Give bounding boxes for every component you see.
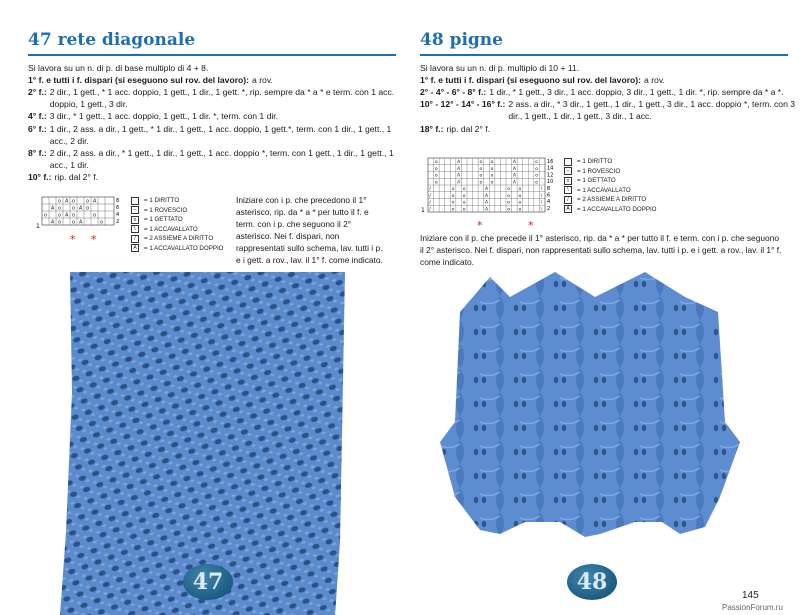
- svg-text:A: A: [485, 193, 489, 199]
- svg-text:A: A: [51, 205, 55, 212]
- chart-start-label: 1: [36, 223, 40, 230]
- svg-text:A: A: [79, 205, 83, 212]
- knitting-chart-47: [28, 193, 128, 245]
- row-label: 10: [547, 179, 554, 186]
- instruction-row: 18° f.: rip. dal 2° f.: [420, 123, 491, 134]
- pattern-48-column: [420, 0, 800, 135]
- slash-square-icon: /: [131, 235, 139, 243]
- svg-text:\: \: [540, 207, 543, 213]
- svg-text:o: o: [535, 180, 538, 186]
- caret-square-icon: A: [131, 244, 139, 252]
- svg-text:A: A: [65, 212, 69, 219]
- svg-text:o: o: [507, 200, 511, 206]
- asterisk-icon: *: [70, 233, 76, 245]
- swatch-photo-48: [400, 272, 800, 615]
- blank-square-icon: [131, 197, 139, 205]
- row-label: 2: [547, 205, 551, 212]
- svg-text:o: o: [434, 180, 438, 186]
- svg-text:o: o: [518, 207, 522, 213]
- row-label: 4: [116, 212, 120, 218]
- svg-text:\: \: [540, 187, 543, 193]
- title-rule: [28, 54, 396, 56]
- svg-text:o: o: [451, 207, 455, 213]
- svg-text:o: o: [93, 212, 97, 219]
- svg-text:A: A: [485, 187, 489, 193]
- blank-square-icon: [564, 158, 572, 166]
- svg-text:A: A: [485, 200, 489, 206]
- svg-text:\: \: [540, 193, 543, 199]
- dash-square-icon: –: [131, 206, 139, 214]
- svg-text:A: A: [51, 219, 55, 226]
- svg-text:A: A: [457, 166, 461, 172]
- chart-note-48: Iniziare con il p. che precede il 1° asterisco, rip. da * a * per tutto il f. e term. con i p. che seguono il 2° asterisco. Nei f. dispari, non rappresentati sullo schema, lav. tutti i p. e i gett. a rov., lav. il 1° f. come indicato.: [420, 233, 782, 267]
- svg-text:o: o: [479, 166, 483, 172]
- legend-item: – = 1 ROVESCIO: [564, 167, 657, 177]
- row-label: 8: [116, 198, 120, 204]
- pattern-instructions: [420, 62, 800, 135]
- svg-text:A: A: [512, 180, 517, 186]
- svg-text:A: A: [512, 160, 517, 166]
- svg-text:o: o: [72, 205, 76, 212]
- svg-text:o: o: [462, 207, 466, 213]
- legend-item: o = 1 GETTATO: [564, 176, 657, 186]
- svg-text:A: A: [457, 180, 461, 186]
- pattern-47-column: [28, 0, 408, 184]
- instruction-row: 4° f.: 3 dir., * 1 gett., 1 acc. doppio, 1 gett., 1 dir. *, term. con 1 dir.: [28, 111, 279, 122]
- svg-text:o: o: [490, 180, 494, 186]
- chart-note-47: Iniziare con i p. che precedono il 1° asterisco, rip. da * a * per tutto il f. e term. con i p. che seguono il 2° asterisco. Nei f. dispari, non rappresentati sullo schema, lav. tutti i p. e i gett. a rov., lav. il 1° f. come indicato.: [236, 195, 383, 265]
- chart-legend-48: [564, 157, 657, 214]
- instruction-row: 8° f.: 2 dir., 2 ass. a dir., * 1 gett., 1 dir., 1 gett., 1 acc. doppio *, term. con 1 gett., 1 dir., 1 gett., 1 acc., 1 dir.: [28, 147, 394, 171]
- svg-text:o: o: [479, 160, 483, 166]
- svg-text:A: A: [93, 198, 97, 205]
- pattern-instructions: [28, 62, 408, 184]
- instruction-row: 1° f. e tutti i f. dispari (si eseguono sul rov. del lavoro): a rov.: [28, 74, 273, 85]
- svg-text:o: o: [518, 193, 522, 199]
- svg-text:/: /: [429, 187, 431, 193]
- svg-text:o: o: [58, 205, 62, 212]
- backslash-square-icon: \: [131, 225, 139, 233]
- asterisk-icon: *: [91, 233, 97, 245]
- svg-text:o: o: [479, 180, 483, 186]
- chart-start-label: 1: [421, 207, 425, 214]
- svg-text:o: o: [535, 166, 538, 172]
- knitted-swatch-48: [400, 272, 800, 615]
- svg-text:o: o: [462, 193, 466, 199]
- legend-item: – = 1 ROVESCIO: [131, 206, 224, 216]
- svg-text:A: A: [457, 160, 461, 166]
- instruction-row: 1° f. e tutti i f. dispari (si eseguono sul rov. del lavoro): a rov.: [420, 74, 665, 85]
- svg-text:o: o: [490, 160, 494, 166]
- svg-text:A: A: [485, 207, 489, 213]
- asterisk-icon: *: [528, 219, 534, 232]
- row-label: 4: [547, 199, 551, 206]
- svg-text:o: o: [507, 207, 511, 213]
- svg-text:o: o: [518, 187, 522, 193]
- backslash-square-icon: \: [564, 186, 572, 194]
- svg-text:A: A: [457, 173, 461, 179]
- svg-text:/: /: [429, 193, 431, 199]
- svg-text:A: A: [512, 166, 517, 172]
- svg-text:o: o: [462, 200, 466, 206]
- slash-square-icon: /: [564, 196, 572, 204]
- svg-text:o: o: [72, 198, 76, 205]
- svg-text:o: o: [58, 212, 62, 219]
- svg-text:o: o: [490, 166, 494, 172]
- instruction-row: 10° f.: rip. dal 2° f.: [28, 172, 99, 183]
- svg-text:A: A: [65, 198, 69, 205]
- caret-square-icon: A: [564, 205, 572, 213]
- knitting-chart-48: [418, 155, 558, 233]
- svg-text:o: o: [462, 187, 466, 193]
- svg-text:o: o: [44, 212, 48, 219]
- svg-text:o: o: [58, 198, 62, 205]
- circle-square-icon: o: [564, 177, 572, 185]
- pattern-title: 47 rete diagonale: [28, 30, 196, 50]
- instruction-row: 6° f.: 1 dir., 2 ass. a dir., 1 gett., * 1 dir., 1 gett., 1 acc. doppio, 1 gett.*, term. con 1 dir., 1 gett., 1 acc., 2 dir.: [28, 123, 392, 146]
- row-label: 16: [547, 159, 554, 165]
- knitted-swatch-47: [0, 272, 400, 615]
- svg-text:o: o: [86, 205, 90, 212]
- legend-item: A = 1 ACCAVALLATO DOPPIO: [564, 205, 657, 215]
- title-rule: [420, 54, 788, 56]
- row-label: 12: [547, 172, 554, 179]
- dash-square-icon: –: [564, 167, 572, 175]
- row-label: 6: [116, 205, 120, 211]
- instruction-row: 10° - 12° - 14° - 16° f.: 2 ass. a dir., * 3 dir., 1 gett., 1 dir., 1 gett., 3 dir., 1 acc. doppio *, term. con 3 dir., 1 gett., 1 dir., 1 gett., 3 dir., 1 acc.: [420, 99, 796, 122]
- legend-item: \ = 1 ACCAVALLATO: [564, 186, 657, 196]
- svg-text:o: o: [434, 160, 438, 166]
- intro-text: Si lavora su un n. di p. multiplo di 10 + 11.: [420, 62, 580, 73]
- legend-item: o = 1 GETTATO: [131, 215, 224, 225]
- legend-item: = 1 DIRITTO: [131, 196, 224, 206]
- svg-text:o: o: [518, 200, 522, 206]
- svg-text:/: /: [429, 207, 431, 213]
- svg-text:A: A: [512, 173, 517, 179]
- asterisk-icon: *: [477, 219, 483, 232]
- svg-text:o: o: [72, 212, 76, 219]
- legend-item: \ = 1 ACCAVALLATO: [131, 225, 224, 235]
- page-badge: 48: [567, 564, 617, 600]
- watermark: PassionForum.ru: [722, 603, 783, 612]
- svg-text:o: o: [535, 173, 538, 179]
- svg-text:o: o: [72, 219, 76, 226]
- svg-text:o: o: [451, 187, 455, 193]
- svg-text:o: o: [434, 166, 438, 172]
- legend-item: / = 2 ASSIEME A DIRITTO: [131, 234, 224, 244]
- svg-text:o: o: [479, 173, 483, 179]
- svg-text:A: A: [79, 219, 83, 226]
- legend-item: A = 1 ACCAVALLATO DOPPIO: [131, 244, 224, 254]
- svg-text:o: o: [86, 198, 90, 205]
- page-number: 145: [742, 590, 759, 601]
- swatch-photo-47: [0, 272, 400, 615]
- svg-text:o: o: [535, 160, 538, 166]
- pattern-title: 48 pigne: [420, 30, 503, 50]
- svg-text:o: o: [507, 193, 511, 199]
- svg-text:o: o: [451, 200, 455, 206]
- row-label: 6: [547, 192, 551, 199]
- intro-text: Si lavora su un n. di p. di base multiplo di 4 + 8.: [28, 62, 209, 73]
- svg-text:o: o: [451, 193, 455, 199]
- svg-text:o: o: [58, 219, 62, 226]
- svg-text:o: o: [434, 173, 438, 179]
- legend-item: = 1 DIRITTO: [564, 157, 657, 167]
- instruction-row: 2° - 4° - 6° - 8° f.: 1 dir., * 1 gett., 3 dir., 1 acc. doppio, 3 dir., 1 gett., 1 dir. *, rip. sempre da * a *.: [420, 86, 784, 97]
- svg-text:o: o: [490, 173, 494, 179]
- row-label: 2: [116, 219, 120, 225]
- chart-legend-47: [131, 196, 224, 253]
- instruction-row: 2° f.: 2 dir., 1 gett., * 1 acc. doppio, 1 gett., 1 dir., 1 gett. *, rip. sempre da * a * e term. con 1 acc. doppio, 1 gett., 3 dir.: [28, 86, 395, 110]
- legend-item: / = 2 ASSIEME A DIRITTO: [564, 195, 657, 205]
- svg-text:/: /: [429, 200, 431, 206]
- svg-text:\: \: [540, 200, 543, 206]
- svg-text:o: o: [100, 219, 104, 226]
- svg-text:o: o: [507, 187, 511, 193]
- row-label: 14: [547, 165, 554, 172]
- row-label: 8: [547, 185, 551, 192]
- page-badge: 47: [183, 564, 233, 600]
- circle-square-icon: o: [131, 216, 139, 224]
